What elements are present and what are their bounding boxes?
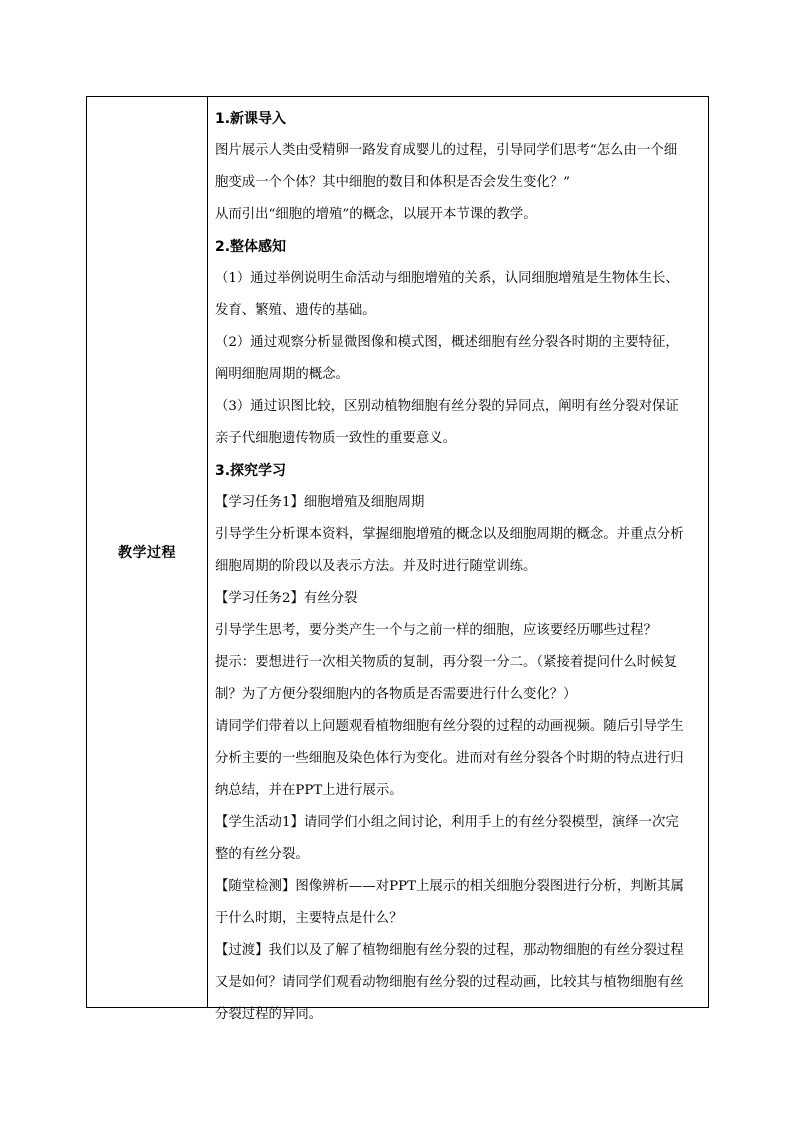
text-line: 发育、繁殖、遗传的基础。 <box>215 303 376 318</box>
lesson-table <box>86 96 709 1022</box>
text-line: 分裂过程的异同。 <box>215 1007 323 1022</box>
text-line: 细胞周期的阶段以及表示方法。并及时进行随堂训练。 <box>215 559 537 574</box>
text-line: 于什么时期，主要特点是什么？ <box>215 911 403 926</box>
text-line: 胞变成一个个体？其中细胞的数目和体积是否会发生变化？” <box>215 175 570 190</box>
text-line: 引导学生分析课本资料，掌握细胞增殖的概念以及细胞周期的概念。并重点分析 <box>215 527 684 542</box>
text-line: 【随堂检测】图像辨析——对PPT上展示的相关细胞分裂图进行分析，判断其属 <box>215 879 684 894</box>
content-cell <box>208 97 708 1022</box>
text-line: 阐明细胞周期的概念。 <box>215 367 349 382</box>
row-label-cell <box>87 97 208 1007</box>
text-line: 亲子代细胞遗传物质一致性的重要意义。 <box>215 431 457 446</box>
text-line: 纳总结，并在PPT上进行展示。 <box>215 783 403 798</box>
text-line: 引导学生思考，要分类产生一个与之前一样的细胞，应该要经历哪些过程？ <box>215 623 657 638</box>
text-line: 从而引出“细胞的增殖”的概念，以展开本节课的教学。 <box>215 207 537 222</box>
text-line: 整的有丝分裂。 <box>215 847 309 862</box>
row-label: 教学过程 <box>118 545 176 561</box>
text-line: 请同学们带着以上问题观看植物细胞有丝分裂的过程的动画视频。随后引导学生 <box>215 719 684 734</box>
text-line: （2）通过观察分析显微图像和模式图，概述细胞有丝分裂各时期的主要特征， <box>215 335 679 350</box>
text-line: 提示：要想进行一次相关物质的复制，再分裂一分二。（紧接着提问什么时候复 <box>215 655 677 670</box>
text-line: 【学习任务1】细胞增殖及细胞周期 <box>215 495 425 510</box>
section-heading: 1.新课导入 <box>215 111 287 127</box>
text-line: 制？为了方便分裂细胞内的各物质是否需要进行什么变化？） <box>215 687 577 702</box>
text-line: 分析主要的一些细胞及染色体行为变化。进而对有丝分裂各个时期的特点进行归 <box>215 751 684 766</box>
section-heading: 3.探究学习 <box>215 463 287 479</box>
text-line: 【学习任务2】有丝分裂 <box>215 591 358 606</box>
text-line: 【过渡】我们以及了解了植物细胞有丝分裂的过程，那动物细胞的有丝分裂过程 <box>215 943 684 958</box>
text-line: 【学生活动1】请同学们小组之间讨论，利用手上的有丝分裂模型，演绎一次完 <box>215 815 679 830</box>
text-line: （3）通过识图比较，区别动植物细胞有丝分裂的异同点，阐明有丝分裂对保证 <box>215 399 679 414</box>
section-heading: 2.整体感知 <box>215 239 287 255</box>
text-line: 又是如何？请同学们观看动物细胞有丝分裂的过程动画，比较其与植物细胞有丝 <box>215 975 684 990</box>
text-line: （1）通过举例说明生命活动与细胞增殖的关系，认同细胞增殖是生物体生长、 <box>215 271 679 286</box>
text-line: 图片展示人类由受精卵一路发育成婴儿的过程，引导同学们思考“怎么由一个细 <box>215 143 678 158</box>
